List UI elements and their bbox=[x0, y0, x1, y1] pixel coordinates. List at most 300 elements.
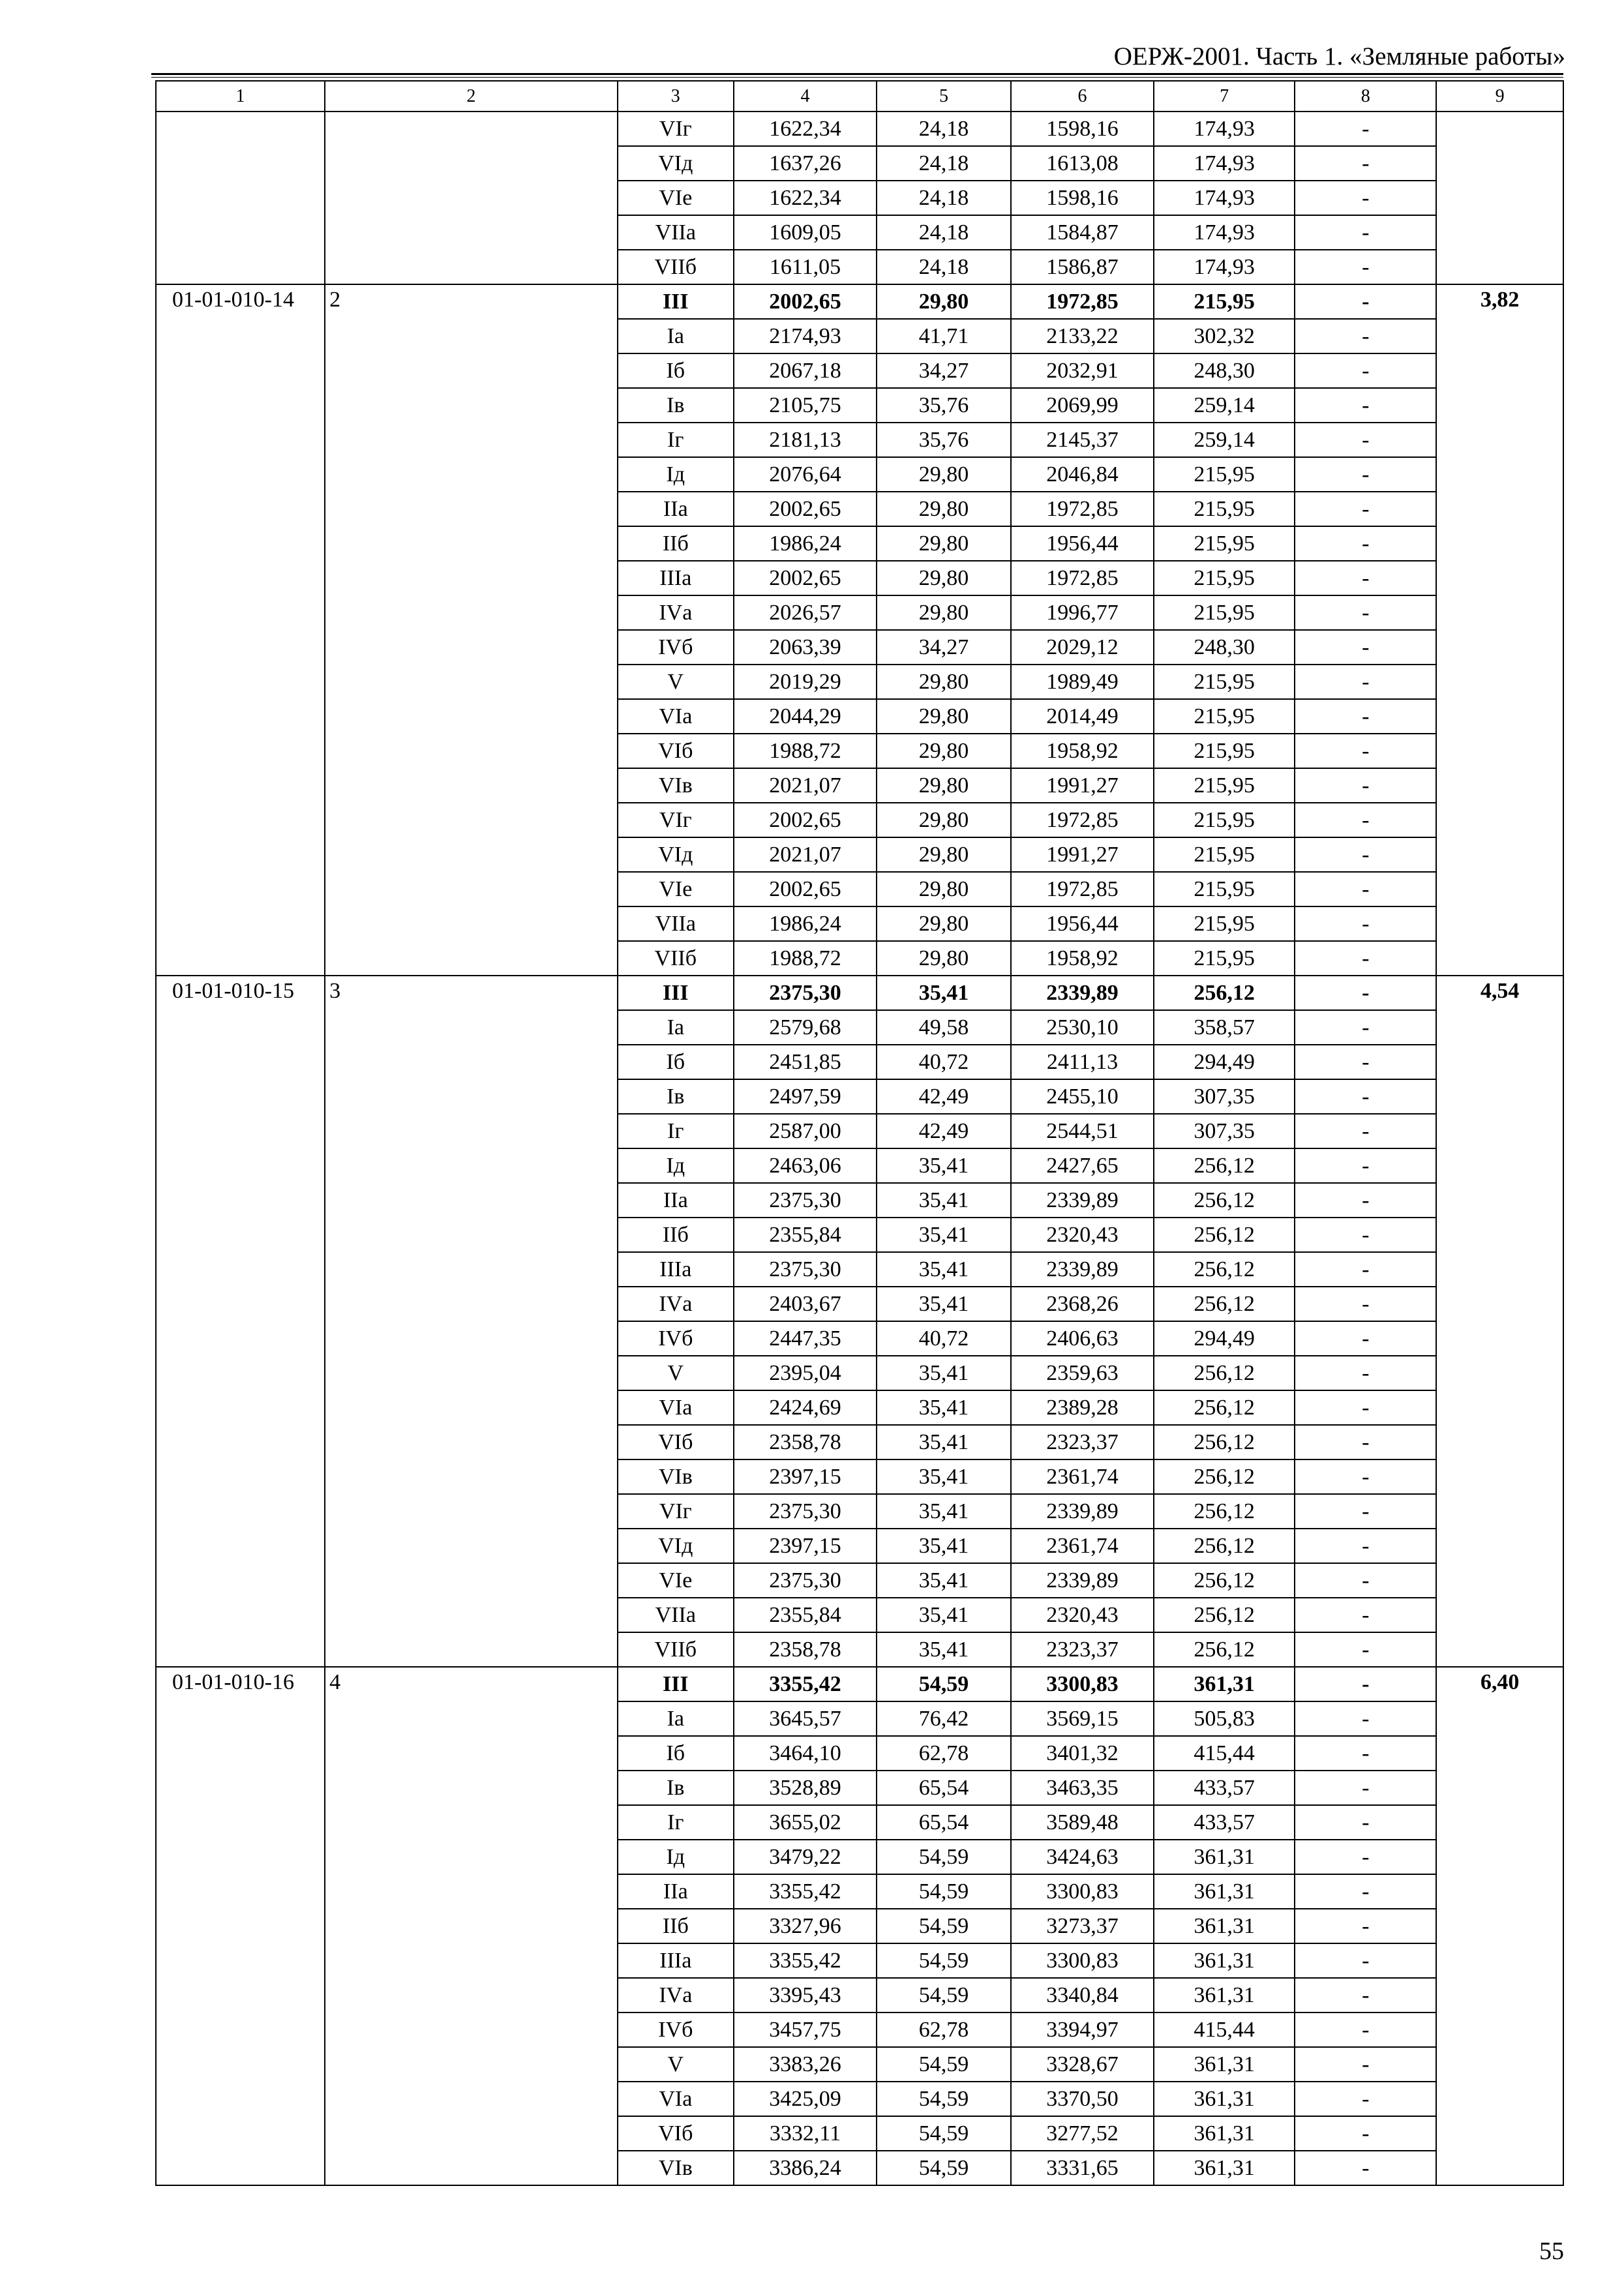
machinist-wages-cell: 174,93 bbox=[1154, 181, 1295, 215]
total-cost-cell: 1988,72 bbox=[734, 941, 877, 976]
total-cost-cell: 3464,10 bbox=[734, 1736, 877, 1771]
wages-cell: 40,72 bbox=[877, 1321, 1011, 1356]
rate-code-cell: 01-01-010-16 bbox=[156, 1667, 325, 2185]
machinist-wages-cell: 215,95 bbox=[1154, 595, 1295, 630]
table-row bbox=[156, 284, 1563, 319]
column-number: 4 bbox=[734, 81, 877, 112]
machinist-wages-cell: 415,44 bbox=[1154, 2012, 1295, 2047]
materials-cell: - bbox=[1295, 1943, 1436, 1978]
machine-cost-cell: 3273,37 bbox=[1011, 1909, 1154, 1943]
machinist-wages-cell: 294,49 bbox=[1154, 1045, 1295, 1079]
materials-cell: - bbox=[1295, 1114, 1436, 1148]
column-number: 8 bbox=[1295, 81, 1436, 112]
total-cost-cell: 3355,42 bbox=[734, 1943, 877, 1978]
soil-group-cell: IVа bbox=[618, 1287, 734, 1321]
machinist-wages-cell: 215,95 bbox=[1154, 906, 1295, 941]
wages-cell: 54,59 bbox=[877, 2082, 1011, 2116]
soil-group-cell: Iа bbox=[618, 319, 734, 353]
soil-group-cell: IIIа bbox=[618, 561, 734, 595]
machine-cost-cell: 1958,92 bbox=[1011, 941, 1154, 976]
wages-cell: 29,80 bbox=[877, 561, 1011, 595]
machinist-wages-cell: 215,95 bbox=[1154, 457, 1295, 492]
labor-cost-cell: 6,40 bbox=[1436, 1667, 1563, 2185]
machine-cost-cell: 3370,50 bbox=[1011, 2082, 1154, 2116]
materials-cell: - bbox=[1295, 1425, 1436, 1459]
machine-cost-cell: 2069,99 bbox=[1011, 388, 1154, 423]
machine-cost-cell: 3300,83 bbox=[1011, 1667, 1154, 1701]
machine-cost-cell: 1598,16 bbox=[1011, 112, 1154, 146]
materials-cell: - bbox=[1295, 1218, 1436, 1252]
wages-cell: 65,54 bbox=[877, 1771, 1011, 1805]
wages-cell: 24,18 bbox=[877, 215, 1011, 250]
total-cost-cell: 2174,93 bbox=[734, 319, 877, 353]
machinist-wages-cell: 361,31 bbox=[1154, 1840, 1295, 1874]
rate-code-cell: 01-01-010-14 bbox=[156, 284, 325, 976]
machine-cost-cell: 2323,37 bbox=[1011, 1632, 1154, 1667]
soil-group-cell: VIа bbox=[618, 1390, 734, 1425]
materials-cell: - bbox=[1295, 1494, 1436, 1529]
machinist-wages-cell: 174,93 bbox=[1154, 215, 1295, 250]
wages-cell: 24,18 bbox=[877, 250, 1011, 284]
machine-cost-cell: 2320,43 bbox=[1011, 1218, 1154, 1252]
total-cost-cell: 2375,30 bbox=[734, 1183, 877, 1218]
total-cost-cell: 2067,18 bbox=[734, 353, 877, 388]
total-cost-cell: 2375,30 bbox=[734, 976, 877, 1010]
machine-cost-cell: 2029,12 bbox=[1011, 630, 1154, 665]
soil-group-cell: VIд bbox=[618, 837, 734, 872]
total-cost-cell: 2463,06 bbox=[734, 1148, 877, 1183]
machinist-wages-cell: 361,31 bbox=[1154, 1943, 1295, 1978]
materials-cell: - bbox=[1295, 112, 1436, 146]
soil-group-cell: VIг bbox=[618, 112, 734, 146]
rate-code-cell: 01-01-010-15 bbox=[156, 976, 325, 1667]
machine-cost-cell: 1956,44 bbox=[1011, 526, 1154, 561]
wages-cell: 29,80 bbox=[877, 284, 1011, 319]
total-cost-cell: 3332,11 bbox=[734, 2116, 877, 2151]
labor-cost-cell bbox=[1436, 112, 1563, 284]
materials-cell: - bbox=[1295, 319, 1436, 353]
soil-group-cell: V bbox=[618, 2047, 734, 2082]
total-cost-cell: 3327,96 bbox=[734, 1909, 877, 1943]
machine-cost-cell: 2320,43 bbox=[1011, 1598, 1154, 1632]
machinist-wages-cell: 215,95 bbox=[1154, 492, 1295, 526]
wages-cell: 29,80 bbox=[877, 906, 1011, 941]
soil-group-cell: VIб bbox=[618, 734, 734, 768]
total-cost-cell: 2026,57 bbox=[734, 595, 877, 630]
wages-cell: 62,78 bbox=[877, 1736, 1011, 1771]
machinist-wages-cell: 433,57 bbox=[1154, 1805, 1295, 1840]
soil-group-cell: Iб bbox=[618, 1736, 734, 1771]
machine-cost-cell: 1972,85 bbox=[1011, 284, 1154, 319]
materials-cell: - bbox=[1295, 1010, 1436, 1045]
soil-group-cell: VIIа bbox=[618, 906, 734, 941]
total-cost-cell: 3528,89 bbox=[734, 1771, 877, 1805]
soil-group-cell: IIа bbox=[618, 1874, 734, 1909]
materials-cell: - bbox=[1295, 1874, 1436, 1909]
wages-cell: 35,76 bbox=[877, 388, 1011, 423]
machine-cost-cell: 2323,37 bbox=[1011, 1425, 1154, 1459]
total-cost-cell: 1986,24 bbox=[734, 906, 877, 941]
materials-cell: - bbox=[1295, 1390, 1436, 1425]
materials-cell: - bbox=[1295, 2151, 1436, 2185]
materials-cell: - bbox=[1295, 492, 1436, 526]
machine-cost-cell: 3463,35 bbox=[1011, 1771, 1154, 1805]
materials-cell: - bbox=[1295, 2047, 1436, 2082]
description-cell: 2 bbox=[325, 284, 618, 976]
materials-cell: - bbox=[1295, 803, 1436, 837]
soil-group-cell: VIе bbox=[618, 181, 734, 215]
materials-cell: - bbox=[1295, 1736, 1436, 1771]
machine-cost-cell: 3569,15 bbox=[1011, 1701, 1154, 1736]
materials-cell: - bbox=[1295, 457, 1436, 492]
machinist-wages-cell: 215,95 bbox=[1154, 837, 1295, 872]
wages-cell: 42,49 bbox=[877, 1079, 1011, 1114]
labor-cost-cell: 3,82 bbox=[1436, 284, 1563, 976]
machine-cost-cell: 1996,77 bbox=[1011, 595, 1154, 630]
machine-cost-cell: 2339,89 bbox=[1011, 1252, 1154, 1287]
machine-cost-cell: 2359,63 bbox=[1011, 1356, 1154, 1390]
materials-cell: - bbox=[1295, 734, 1436, 768]
machinist-wages-cell: 256,12 bbox=[1154, 1218, 1295, 1252]
wages-cell: 34,27 bbox=[877, 630, 1011, 665]
machinist-wages-cell: 361,31 bbox=[1154, 2151, 1295, 2185]
wages-cell: 40,72 bbox=[877, 1045, 1011, 1079]
wages-cell: 35,76 bbox=[877, 423, 1011, 457]
machinist-wages-cell: 215,95 bbox=[1154, 665, 1295, 699]
machine-cost-cell: 1972,85 bbox=[1011, 872, 1154, 906]
machine-cost-cell: 2530,10 bbox=[1011, 1010, 1154, 1045]
soil-group-cell: Iв bbox=[618, 388, 734, 423]
soil-group-cell: III bbox=[618, 976, 734, 1010]
total-cost-cell: 2021,07 bbox=[734, 837, 877, 872]
soil-group-cell: VIе bbox=[618, 1563, 734, 1598]
soil-group-cell: VIг bbox=[618, 1494, 734, 1529]
machinist-wages-cell: 256,12 bbox=[1154, 1529, 1295, 1563]
materials-cell: - bbox=[1295, 181, 1436, 215]
wages-cell: 29,80 bbox=[877, 768, 1011, 803]
materials-cell: - bbox=[1295, 388, 1436, 423]
machinist-wages-cell: 302,32 bbox=[1154, 319, 1295, 353]
machinist-wages-cell: 294,49 bbox=[1154, 1321, 1295, 1356]
machinist-wages-cell: 256,12 bbox=[1154, 1356, 1295, 1390]
soil-group-cell: VIг bbox=[618, 803, 734, 837]
soil-group-cell: III bbox=[618, 1667, 734, 1701]
soil-group-cell: IIб bbox=[618, 1909, 734, 1943]
soil-group-cell: VIIб bbox=[618, 250, 734, 284]
wages-cell: 54,59 bbox=[877, 1840, 1011, 1874]
materials-cell: - bbox=[1295, 1909, 1436, 1943]
column-number-row bbox=[156, 81, 1563, 112]
machinist-wages-cell: 307,35 bbox=[1154, 1079, 1295, 1114]
total-cost-cell: 2397,15 bbox=[734, 1459, 877, 1494]
soil-group-cell: VIIа bbox=[618, 1598, 734, 1632]
machine-cost-cell: 3424,63 bbox=[1011, 1840, 1154, 1874]
total-cost-cell: 1988,72 bbox=[734, 734, 877, 768]
total-cost-cell: 2002,65 bbox=[734, 492, 877, 526]
materials-cell: - bbox=[1295, 284, 1436, 319]
column-number: 6 bbox=[1011, 81, 1154, 112]
machine-cost-cell: 1613,08 bbox=[1011, 146, 1154, 181]
materials-cell: - bbox=[1295, 1701, 1436, 1736]
wages-cell: 24,18 bbox=[877, 146, 1011, 181]
machinist-wages-cell: 215,95 bbox=[1154, 803, 1295, 837]
wages-cell: 35,41 bbox=[877, 1183, 1011, 1218]
soil-group-cell: Iа bbox=[618, 1701, 734, 1736]
total-cost-cell: 2019,29 bbox=[734, 665, 877, 699]
wages-cell: 29,80 bbox=[877, 941, 1011, 976]
soil-group-cell: VIIб bbox=[618, 1632, 734, 1667]
soil-group-cell: VIд bbox=[618, 146, 734, 181]
table-row bbox=[156, 1667, 1563, 1701]
machinist-wages-cell: 256,12 bbox=[1154, 976, 1295, 1010]
machine-cost-cell: 1584,87 bbox=[1011, 215, 1154, 250]
machinist-wages-cell: 256,12 bbox=[1154, 1494, 1295, 1529]
materials-cell: - bbox=[1295, 1563, 1436, 1598]
total-cost-cell: 3386,24 bbox=[734, 2151, 877, 2185]
wages-cell: 35,41 bbox=[877, 1252, 1011, 1287]
soil-group-cell: VIб bbox=[618, 1425, 734, 1459]
materials-cell: - bbox=[1295, 768, 1436, 803]
wages-cell: 35,41 bbox=[877, 1563, 1011, 1598]
wages-cell: 24,18 bbox=[877, 112, 1011, 146]
machine-cost-cell: 1989,49 bbox=[1011, 665, 1154, 699]
total-cost-cell: 1611,05 bbox=[734, 250, 877, 284]
materials-cell: - bbox=[1295, 630, 1436, 665]
wages-cell: 29,80 bbox=[877, 665, 1011, 699]
machinist-wages-cell: 215,95 bbox=[1154, 734, 1295, 768]
machinist-wages-cell: 215,95 bbox=[1154, 526, 1295, 561]
machine-cost-cell: 2406,63 bbox=[1011, 1321, 1154, 1356]
machine-cost-cell: 2339,89 bbox=[1011, 976, 1154, 1010]
total-cost-cell: 2424,69 bbox=[734, 1390, 877, 1425]
wages-cell: 29,80 bbox=[877, 492, 1011, 526]
machine-cost-cell: 3300,83 bbox=[1011, 1874, 1154, 1909]
machinist-wages-cell: 361,31 bbox=[1154, 2047, 1295, 2082]
total-cost-cell: 2358,78 bbox=[734, 1425, 877, 1459]
machinist-wages-cell: 361,31 bbox=[1154, 1874, 1295, 1909]
machinist-wages-cell: 215,95 bbox=[1154, 561, 1295, 595]
materials-cell: - bbox=[1295, 872, 1436, 906]
wages-cell: 29,80 bbox=[877, 457, 1011, 492]
total-cost-cell: 2002,65 bbox=[734, 803, 877, 837]
machine-cost-cell: 2361,74 bbox=[1011, 1529, 1154, 1563]
labor-cost-cell: 4,54 bbox=[1436, 976, 1563, 1667]
materials-cell: - bbox=[1295, 699, 1436, 734]
wages-cell: 35,41 bbox=[877, 1632, 1011, 1667]
machinist-wages-cell: 174,93 bbox=[1154, 112, 1295, 146]
machine-cost-cell: 3328,67 bbox=[1011, 2047, 1154, 2082]
machinist-wages-cell: 256,12 bbox=[1154, 1632, 1295, 1667]
total-cost-cell: 2355,84 bbox=[734, 1598, 877, 1632]
total-cost-cell: 1609,05 bbox=[734, 215, 877, 250]
wages-cell: 35,41 bbox=[877, 976, 1011, 1010]
machine-cost-cell: 1598,16 bbox=[1011, 181, 1154, 215]
column-number: 2 bbox=[325, 81, 618, 112]
machine-cost-cell: 3401,32 bbox=[1011, 1736, 1154, 1771]
materials-cell: - bbox=[1295, 595, 1436, 630]
machinist-wages-cell: 215,95 bbox=[1154, 941, 1295, 976]
total-cost-cell: 3655,02 bbox=[734, 1805, 877, 1840]
wages-cell: 65,54 bbox=[877, 1805, 1011, 1840]
soil-group-cell: Iв bbox=[618, 1771, 734, 1805]
rate-code-cell bbox=[156, 112, 325, 284]
machine-cost-cell: 3331,65 bbox=[1011, 2151, 1154, 2185]
description-cell: 3 bbox=[325, 976, 618, 1667]
wages-cell: 29,80 bbox=[877, 803, 1011, 837]
machinist-wages-cell: 259,14 bbox=[1154, 388, 1295, 423]
materials-cell: - bbox=[1295, 423, 1436, 457]
machinist-wages-cell: 215,95 bbox=[1154, 768, 1295, 803]
soil-group-cell: IIб bbox=[618, 1218, 734, 1252]
total-cost-cell: 1986,24 bbox=[734, 526, 877, 561]
total-cost-cell: 2395,04 bbox=[734, 1356, 877, 1390]
total-cost-cell: 3383,26 bbox=[734, 2047, 877, 2082]
machine-cost-cell: 1991,27 bbox=[1011, 768, 1154, 803]
soil-group-cell: VIд bbox=[618, 1529, 734, 1563]
machinist-wages-cell: 361,31 bbox=[1154, 2082, 1295, 2116]
wages-cell: 54,59 bbox=[877, 1978, 1011, 2012]
total-cost-cell: 2587,00 bbox=[734, 1114, 877, 1148]
wages-cell: 34,27 bbox=[877, 353, 1011, 388]
soil-group-cell: Iд bbox=[618, 1840, 734, 1874]
materials-cell: - bbox=[1295, 215, 1436, 250]
machinist-wages-cell: 361,31 bbox=[1154, 1667, 1295, 1701]
machine-cost-cell: 2046,84 bbox=[1011, 457, 1154, 492]
soil-group-cell: Iг bbox=[618, 1805, 734, 1840]
machine-cost-cell: 3300,83 bbox=[1011, 1943, 1154, 1978]
soil-group-cell: VIе bbox=[618, 872, 734, 906]
soil-group-cell: VIIб bbox=[618, 941, 734, 976]
materials-cell: - bbox=[1295, 1287, 1436, 1321]
machine-cost-cell: 2032,91 bbox=[1011, 353, 1154, 388]
materials-cell: - bbox=[1295, 1148, 1436, 1183]
total-cost-cell: 2403,67 bbox=[734, 1287, 877, 1321]
soil-group-cell: Iд bbox=[618, 457, 734, 492]
soil-group-cell: Iг bbox=[618, 1114, 734, 1148]
total-cost-cell: 2579,68 bbox=[734, 1010, 877, 1045]
rates-table bbox=[155, 80, 1564, 2186]
soil-group-cell: IIа bbox=[618, 1183, 734, 1218]
machine-cost-cell: 1991,27 bbox=[1011, 837, 1154, 872]
materials-cell: - bbox=[1295, 976, 1436, 1010]
machine-cost-cell: 2389,28 bbox=[1011, 1390, 1154, 1425]
machinist-wages-cell: 259,14 bbox=[1154, 423, 1295, 457]
soil-group-cell: Iб bbox=[618, 1045, 734, 1079]
soil-group-cell: VIа bbox=[618, 699, 734, 734]
machinist-wages-cell: 256,12 bbox=[1154, 1598, 1295, 1632]
materials-cell: - bbox=[1295, 665, 1436, 699]
machine-cost-cell: 2339,89 bbox=[1011, 1563, 1154, 1598]
soil-group-cell: IVб bbox=[618, 2012, 734, 2047]
total-cost-cell: 2002,65 bbox=[734, 284, 877, 319]
wages-cell: 35,41 bbox=[877, 1148, 1011, 1183]
soil-group-cell: IIа bbox=[618, 492, 734, 526]
materials-cell: - bbox=[1295, 1356, 1436, 1390]
soil-group-cell: Iв bbox=[618, 1079, 734, 1114]
materials-cell: - bbox=[1295, 561, 1436, 595]
soil-group-cell: VIIа bbox=[618, 215, 734, 250]
column-number: 3 bbox=[618, 81, 734, 112]
total-cost-cell: 2451,85 bbox=[734, 1045, 877, 1079]
soil-group-cell: VIв bbox=[618, 2151, 734, 2185]
wages-cell: 29,80 bbox=[877, 872, 1011, 906]
machinist-wages-cell: 215,95 bbox=[1154, 872, 1295, 906]
materials-cell: - bbox=[1295, 1529, 1436, 1563]
materials-cell: - bbox=[1295, 1978, 1436, 2012]
machinist-wages-cell: 307,35 bbox=[1154, 1114, 1295, 1148]
soil-group-cell: Iа bbox=[618, 1010, 734, 1045]
materials-cell: - bbox=[1295, 250, 1436, 284]
total-cost-cell: 3355,42 bbox=[734, 1874, 877, 1909]
total-cost-cell: 2181,13 bbox=[734, 423, 877, 457]
soil-group-cell: Iд bbox=[618, 1148, 734, 1183]
machinist-wages-cell: 215,95 bbox=[1154, 284, 1295, 319]
materials-cell: - bbox=[1295, 1252, 1436, 1287]
materials-cell: - bbox=[1295, 1632, 1436, 1667]
total-cost-cell: 2497,59 bbox=[734, 1079, 877, 1114]
materials-cell: - bbox=[1295, 2012, 1436, 2047]
header-rule-thin bbox=[151, 77, 1563, 78]
soil-group-cell: V bbox=[618, 665, 734, 699]
soil-group-cell: IIIа bbox=[618, 1252, 734, 1287]
column-number: 7 bbox=[1154, 81, 1295, 112]
machine-cost-cell: 1972,85 bbox=[1011, 492, 1154, 526]
machine-cost-cell: 2368,26 bbox=[1011, 1287, 1154, 1321]
materials-cell: - bbox=[1295, 1805, 1436, 1840]
total-cost-cell: 2002,65 bbox=[734, 872, 877, 906]
machinist-wages-cell: 256,12 bbox=[1154, 1148, 1295, 1183]
wages-cell: 76,42 bbox=[877, 1701, 1011, 1736]
machine-cost-cell: 2427,65 bbox=[1011, 1148, 1154, 1183]
machinist-wages-cell: 256,12 bbox=[1154, 1563, 1295, 1598]
materials-cell: - bbox=[1295, 146, 1436, 181]
wages-cell: 24,18 bbox=[877, 181, 1011, 215]
machine-cost-cell: 2411,13 bbox=[1011, 1045, 1154, 1079]
materials-cell: - bbox=[1295, 353, 1436, 388]
column-number: 5 bbox=[877, 81, 1011, 112]
total-cost-cell: 2447,35 bbox=[734, 1321, 877, 1356]
machinist-wages-cell: 248,30 bbox=[1154, 353, 1295, 388]
description-cell: 4 bbox=[325, 1667, 618, 2185]
description-cell bbox=[325, 112, 618, 284]
machinist-wages-cell: 256,12 bbox=[1154, 1183, 1295, 1218]
machinist-wages-cell: 505,83 bbox=[1154, 1701, 1295, 1736]
wages-cell: 42,49 bbox=[877, 1114, 1011, 1148]
machine-cost-cell: 3340,84 bbox=[1011, 1978, 1154, 2012]
machinist-wages-cell: 361,31 bbox=[1154, 1978, 1295, 2012]
machine-cost-cell: 1972,85 bbox=[1011, 561, 1154, 595]
machinist-wages-cell: 174,93 bbox=[1154, 146, 1295, 181]
machinist-wages-cell: 433,57 bbox=[1154, 1771, 1295, 1805]
wages-cell: 62,78 bbox=[877, 2012, 1011, 2047]
wages-cell: 35,41 bbox=[877, 1287, 1011, 1321]
total-cost-cell: 2355,84 bbox=[734, 1218, 877, 1252]
wages-cell: 54,59 bbox=[877, 1909, 1011, 1943]
total-cost-cell: 2375,30 bbox=[734, 1563, 877, 1598]
wages-cell: 54,59 bbox=[877, 1943, 1011, 1978]
soil-group-cell: V bbox=[618, 1356, 734, 1390]
total-cost-cell: 2397,15 bbox=[734, 1529, 877, 1563]
materials-cell: - bbox=[1295, 1183, 1436, 1218]
document-header: ОЕРЖ-2001. Часть 1. «Земляные работы» bbox=[1113, 42, 1565, 70]
total-cost-cell: 3425,09 bbox=[734, 2082, 877, 2116]
total-cost-cell: 2076,64 bbox=[734, 457, 877, 492]
wages-cell: 35,41 bbox=[877, 1598, 1011, 1632]
total-cost-cell: 2358,78 bbox=[734, 1632, 877, 1667]
machine-cost-cell: 2544,51 bbox=[1011, 1114, 1154, 1148]
table-body bbox=[156, 81, 1563, 2185]
wages-cell: 35,41 bbox=[877, 1218, 1011, 1252]
